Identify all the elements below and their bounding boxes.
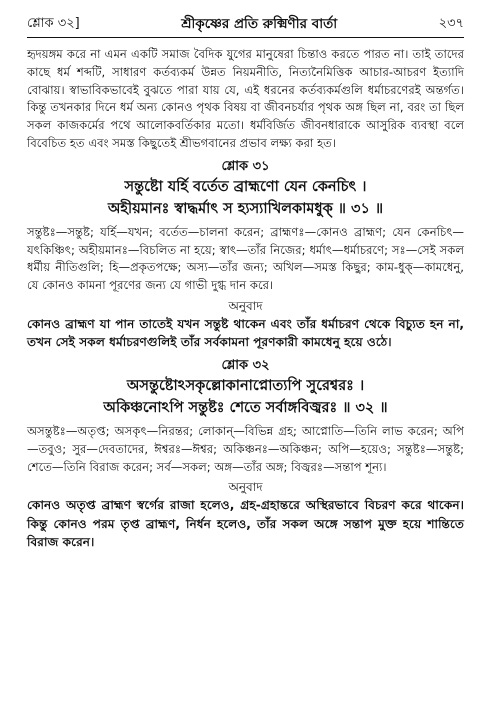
sloka-31-verse-line-1: সন্তুষ্টো যর্হি বর্তেত ব্রাহ্মণো যেন কেনচিৎ ।	[124, 178, 367, 195]
header-chapter-title: শ্রীকৃষ্ণের প্রতি রুক্মিণীর বার্তা	[181, 15, 338, 32]
sloka-31-synonyms: সন্তুষ্টঃ—সন্তুষ্ট; যর্হি—যখন; বর্তেত—চালনা করেন; ব্রাহ্মণঃ—কোনও ব্রাহ্মণ; যেন কেনচিৎ—যৎকিঞ্চিৎ; অহীয়মানঃ—বিচলিত না হয়ে; স্বাৎ—তাঁর নিজের; ধর্মাৎ—ধর্মাচরণে; সঃ—সেই সকল ধর্মীয় নীতিগুলি; হি—প্রকৃতপক্ষে; অস্য—তাঁর জন্য; অখিল—সমস্ত কিছুর; কাম-ধুক্‌—কামধেনু, যে কোনও কামনা পূরণের জন্য যে গাভী দুগ্ধ দান করে।	[27, 224, 464, 293]
page-number: ২৩৭	[438, 15, 464, 31]
sloka-32-synonyms: অসন্তুষ্টঃ—অতৃপ্ত; অসকৃৎ—নিরন্তর; লোকান্‌—বিভিন্ন গ্রহ; আপ্নোতি—তিনি লাভ করেন; অপি—তবুও; সুর—দেবতাদের, ঈশ্বরঃ—ঈশ্বর; অকিঞ্চনঃ—অকিঞ্চন; অপি—হয়েও; সন্তুষ্টঃ—সন্তুষ্ট; শেতে—তিনি বিরাজ করেন; সর্ব—সকল; অঙ্গ—তাঁর অঙ্গ; বিজ্বরঃ—সন্তাপ শূন্য।	[27, 423, 464, 474]
book-page	[27, 0, 464, 713]
header-verse-ref: শ্লোক ৩২]	[27, 15, 80, 31]
sloka-31-heading: শ্লোক ৩১	[221, 158, 270, 174]
sloka-32-translation-heading: অনুবাদ	[228, 480, 263, 495]
sloka-32-translation: কোনও অতৃপ্ত ব্রাহ্মণ স্বর্গের রাজা হলেও, গ্রহ-গ্রহান্তরে অস্থিরভাবে বিচরণ করে থাকেন। কিন্তু কোনও পরম তৃপ্ত ব্রাহ্মণ, নির্ধন হলেও, তাঁর সকল অঙ্গে সন্তাপ মুক্ত হয়ে শান্তিতে বিরাজ করেন।	[27, 498, 464, 550]
sloka-31-translation: কোনও ব্রাহ্মণ যা পান তাতেই যখন সন্তুষ্ট থাকেন এবং তাঁর ধর্মাচরণ থেকে বিচ্যুত হন না, তখন সেই সকল ধর্মাচরণগুলিই তাঁর সর্বকামনা পূরণকারী কামধেনু হয়ে ওঠে।	[27, 316, 464, 350]
sloka-32-heading: শ্লোক ৩২	[221, 357, 270, 373]
sloka-31-translation-heading: অনুবাদ	[228, 298, 263, 313]
sloka-32-verse-line-1: অসন্তুষ্টোঽসকৃল্লোকানাপ্নোত্যপি সুরেশ্বরঃ ।	[126, 377, 365, 394]
page-body	[27, 46, 464, 552]
running-header	[27, 14, 464, 34]
sloka-32-verse-line-2: অকিঞ্চনোঽপি সন্তুষ্টঃ শেতে সর্বাঙ্গবিজ্বরঃ ॥ ৩২ ॥	[103, 399, 388, 416]
purport-paragraph: হৃদয়ঙ্গম করে না এমন একটি সমাজ বৈদিক যুগের মানুষেরা চিন্তাও করতে পারত না। তাই তাদের কাছে ধর্ম শব্দটি, সাধারণ কর্তব্যকর্ম উন্নত নিয়মনীতি, নিত্যনৈমিত্তিক আচার-আচরণ ইত্যাদি বোঝায়। স্বাভাবিকভাবেই বুঝতে পারা যায় যে, এই ধরনের কর্তব্যকর্মগুলি ধর্মাচরণেরই অন্তর্গত। কিন্তু তখনকার দিনে ধর্ম অন্য কোনও পৃথক বিষয় বা জীবনচর্যার পৃথক অঙ্গ ছিল না, বরং তা ছিল সকল কাজকর্মের পথে আলোকবর্তিকার মতো। ধর্মবির্জিত জীবনধারাকে আসুরিক ব্যবস্থা বলে বিবেচিত হত এবং সমস্ত কিছুতেই শ্রীভগবানের প্রভাব লক্ষ্য করা হত।	[27, 47, 464, 150]
header-divider	[27, 37, 464, 38]
sloka-31-verse-line-2: অহীয়মানঃ স্বাদ্ধর্মাৎ স হ্যস্যাখিলকামধুক্‌ ॥ ৩১ ॥	[107, 200, 384, 217]
